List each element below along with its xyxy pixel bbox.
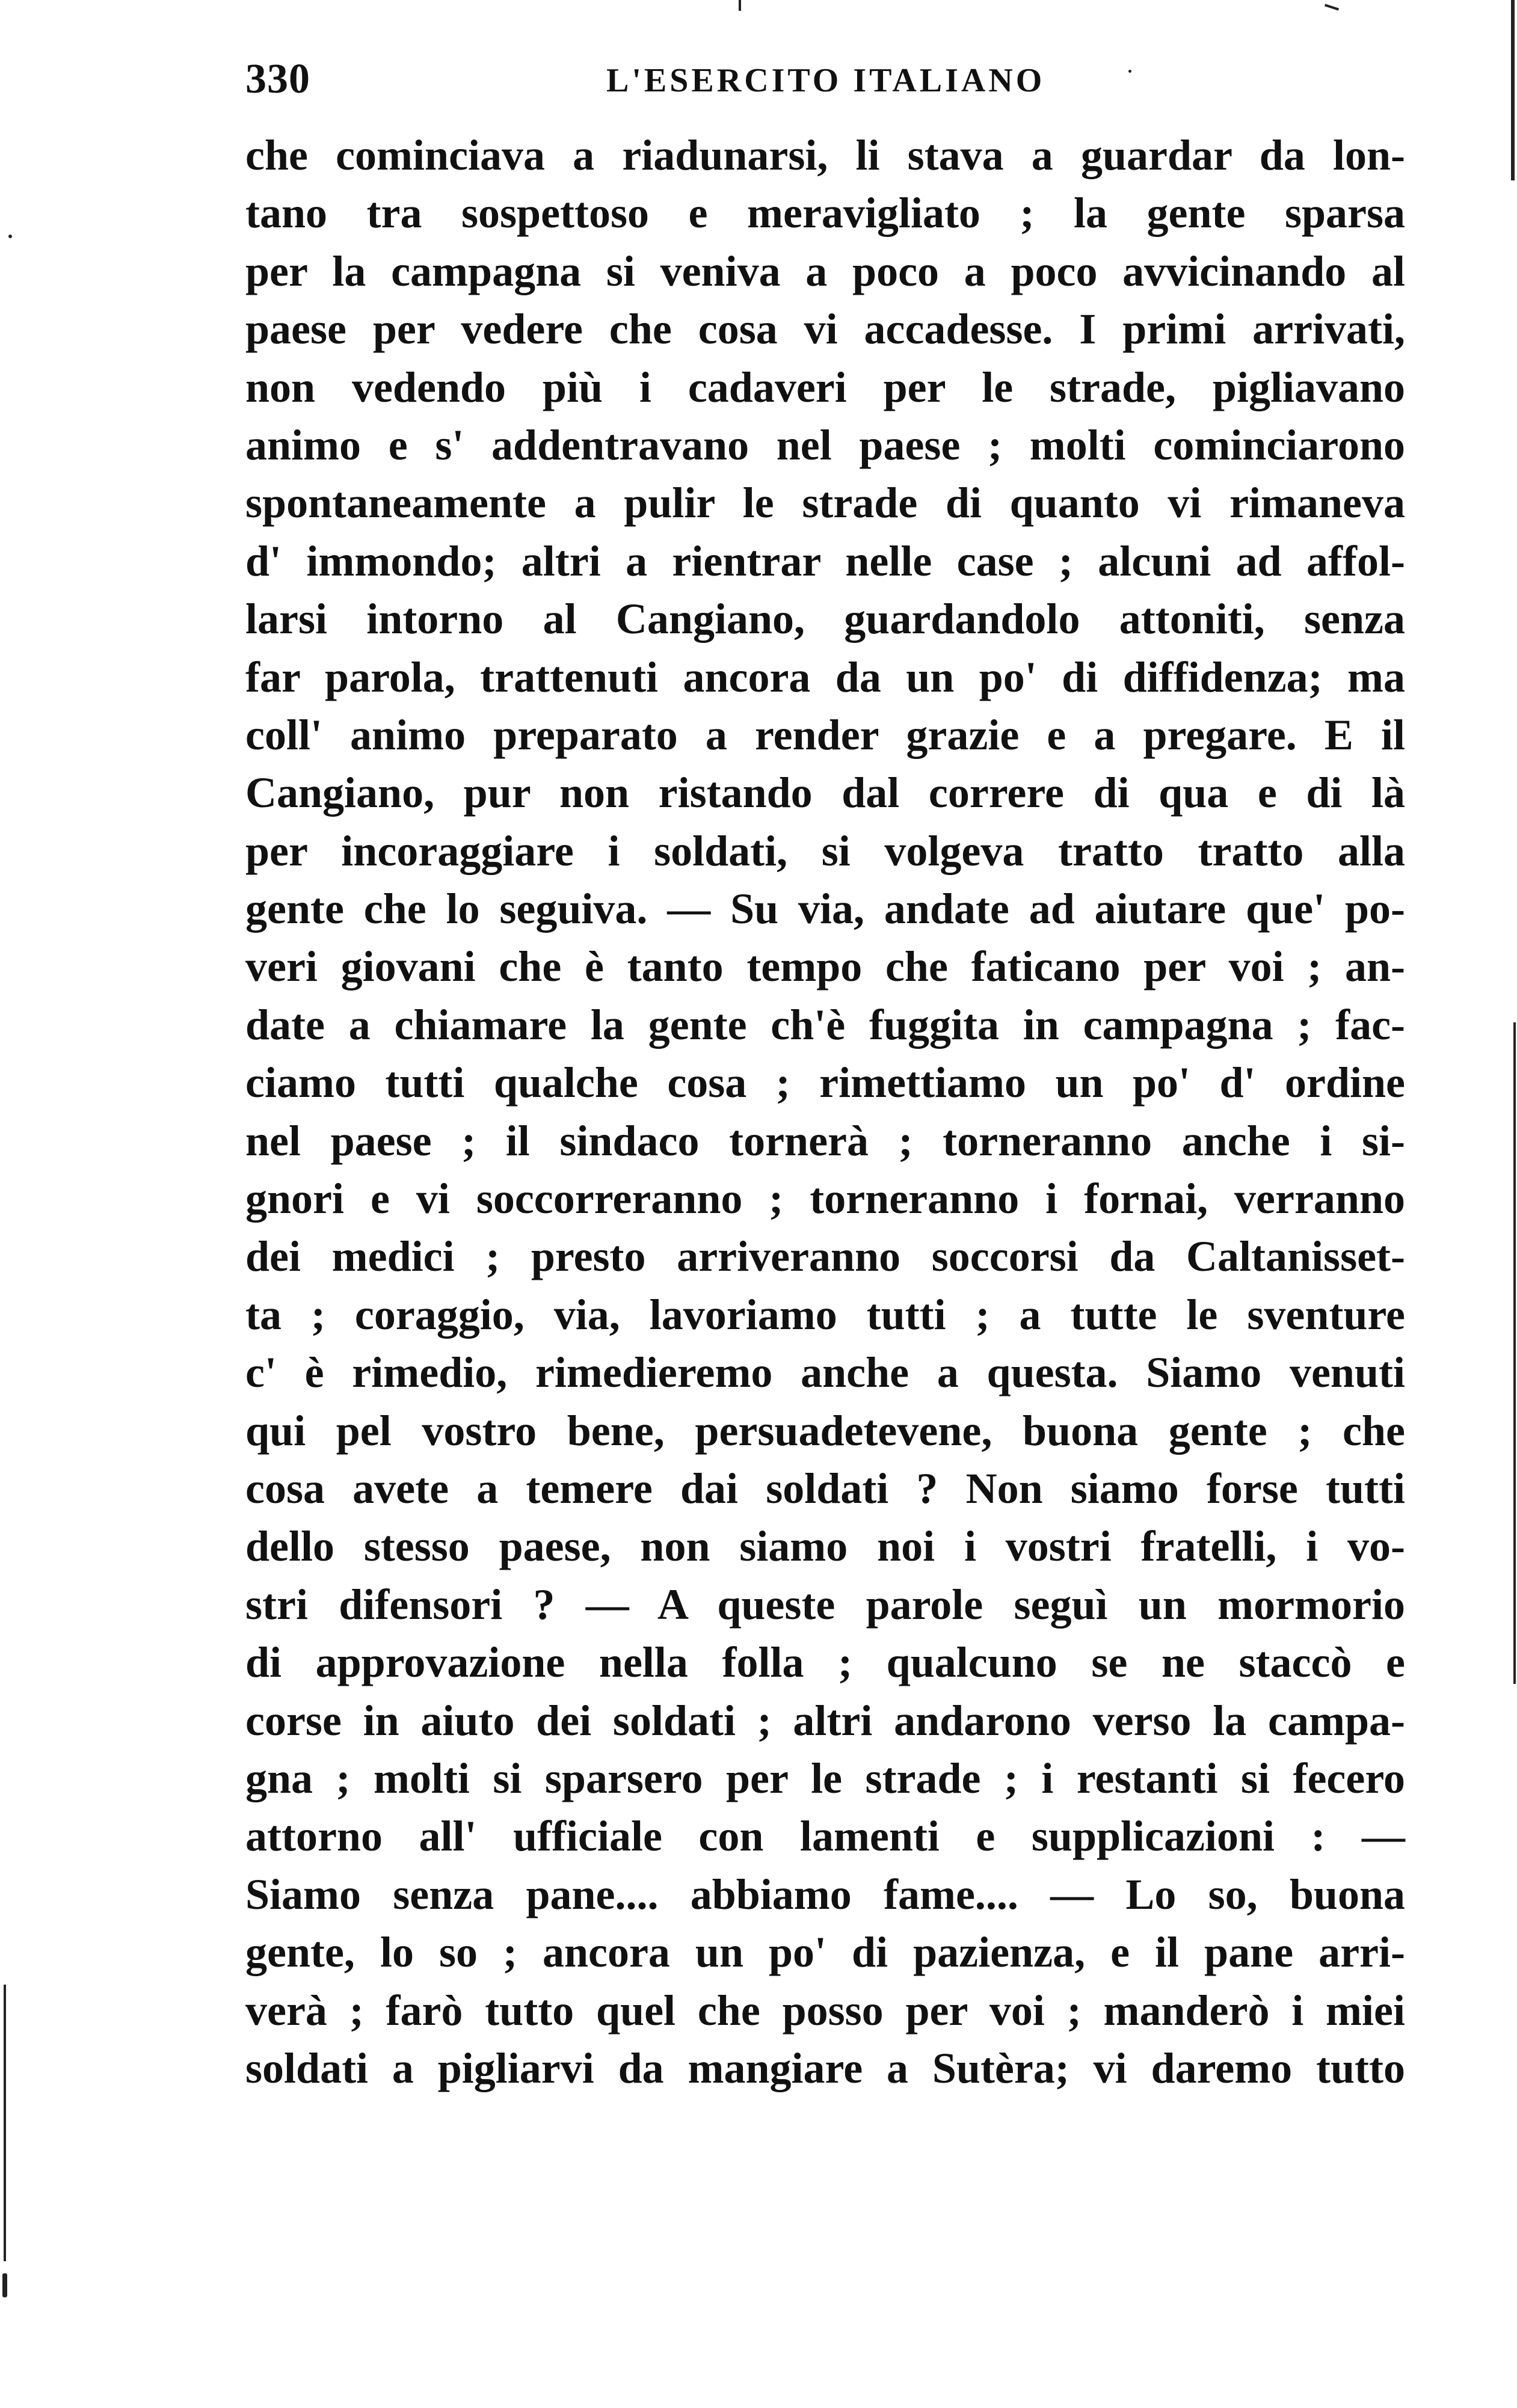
text-line: tano tra sospettoso e meravigliato ; la gente sparsa [245, 189, 1405, 238]
body-text [245, 126, 1405, 2097]
scan-speck [8, 235, 12, 238]
text-line: soldati a pigliarvi da mangiare a Sutèra; vi daremo tutto [245, 2044, 1405, 2092]
text-line: date a chiamare la gente ch'è fuggita in campagna ; fac- [245, 1000, 1405, 1049]
text-line: gente, lo so ; ancora un po' di pazienza, e il pane arri- [245, 1928, 1405, 1977]
text-line: veri giovani che è tanto tempo che faticano per voi ; an- [245, 942, 1405, 991]
text-line: ta ; coraggio, via, lavoriamo tutti ; a tutte le sventure [245, 1290, 1405, 1339]
text-line: per incoraggiare i soldati, si volgeva tratto tratto alla [245, 826, 1405, 875]
text-line: per la campagna si veniva a poco a poco avvicinando al [245, 247, 1405, 295]
text-line: gente che lo seguiva. — Su via, andate ad aiutare que' po- [245, 885, 1405, 933]
running-title: L'ESERCITO ITALIANO [606, 62, 1045, 99]
scan-speck [1325, 4, 1339, 10]
scan-edge-mark [1513, 1022, 1516, 1684]
scan-edge-mark [4, 1985, 6, 2261]
text-line: larsi intorno al Cangiano, guardandolo attoniti, senza [245, 595, 1405, 643]
text-line: paese per vedere che cosa vi accadesse. I primi arrivati, [245, 305, 1405, 354]
page-header [245, 55, 1405, 127]
text-line: corse in aiuto dei soldati ; altri andarono verso la campa- [245, 1696, 1405, 1745]
text-line: stri difensori ? — A queste parole seguì un mormorio [245, 1580, 1405, 1629]
text-line: gnori e vi soccorreranno ; torneranno i fornai, verranno [245, 1175, 1405, 1223]
text-line: nel paese ; il sindaco tornerà ; torneranno anche i si- [245, 1116, 1405, 1165]
page-number: 330 [245, 56, 310, 102]
text-line: di approvazione nella folla ; qualcuno se ne staccò e [245, 1638, 1405, 1687]
text-line: qui pel vostro bene, persuadetevene, buona gente ; che [245, 1406, 1405, 1455]
text-line: Siamo senza pane.... abbiamo fame.... — Lo so, buona [245, 1870, 1405, 1918]
text-line: coll' animo preparato a render grazie e a pregare. E il [245, 710, 1405, 759]
text-line: gna ; molti si sparsero per le strade ; i restanti si fecero [245, 1754, 1405, 1802]
text-line: d' immondo; altri a rientrar nelle case ; alcuni ad affol- [245, 536, 1405, 585]
text-line: animo e s' addentravano nel paese ; molti cominciarono [245, 420, 1405, 469]
scan-speck [1128, 70, 1131, 73]
text-line: attorno all' ufficiale con lamenti e supplicazioni : — [245, 1812, 1405, 1861]
scan-edge-mark [1511, 0, 1515, 180]
scan-edge-mark [2, 2273, 7, 2297]
text-line: cosa avete a temere dai soldati ? Non siamo forse tutti [245, 1464, 1405, 1513]
text-line: non vedendo più i cadaveri per le strade, pigliavano [245, 363, 1405, 411]
text-line: dei medici ; presto arriveranno soccorsi da Caltanisset- [245, 1232, 1405, 1281]
scan-speck [739, 0, 741, 11]
text-line: spontaneamente a pulir le strade di quanto vi rimaneva [245, 479, 1405, 527]
text-line: ciamo tutti qualche cosa ; rimettiamo un po' d' ordine [245, 1058, 1405, 1107]
text-line: dello stesso paese, non siamo noi i vostri fratelli, i vo- [245, 1522, 1405, 1571]
text-line: far parola, trattenuti ancora da un po' di diffidenza; ma [245, 653, 1405, 701]
text-line: c' è rimedio, rimedieremo anche a questa. Siamo venuti [245, 1348, 1405, 1397]
text-line: verà ; farò tutto quel che posso per voi ; manderò i miei [245, 1986, 1405, 2035]
text-line: che cominciava a riadunarsi, li stava a guardar da lon- [245, 131, 1405, 179]
text-line: Cangiano, pur non ristando dal correre di qua e di là [245, 769, 1405, 817]
